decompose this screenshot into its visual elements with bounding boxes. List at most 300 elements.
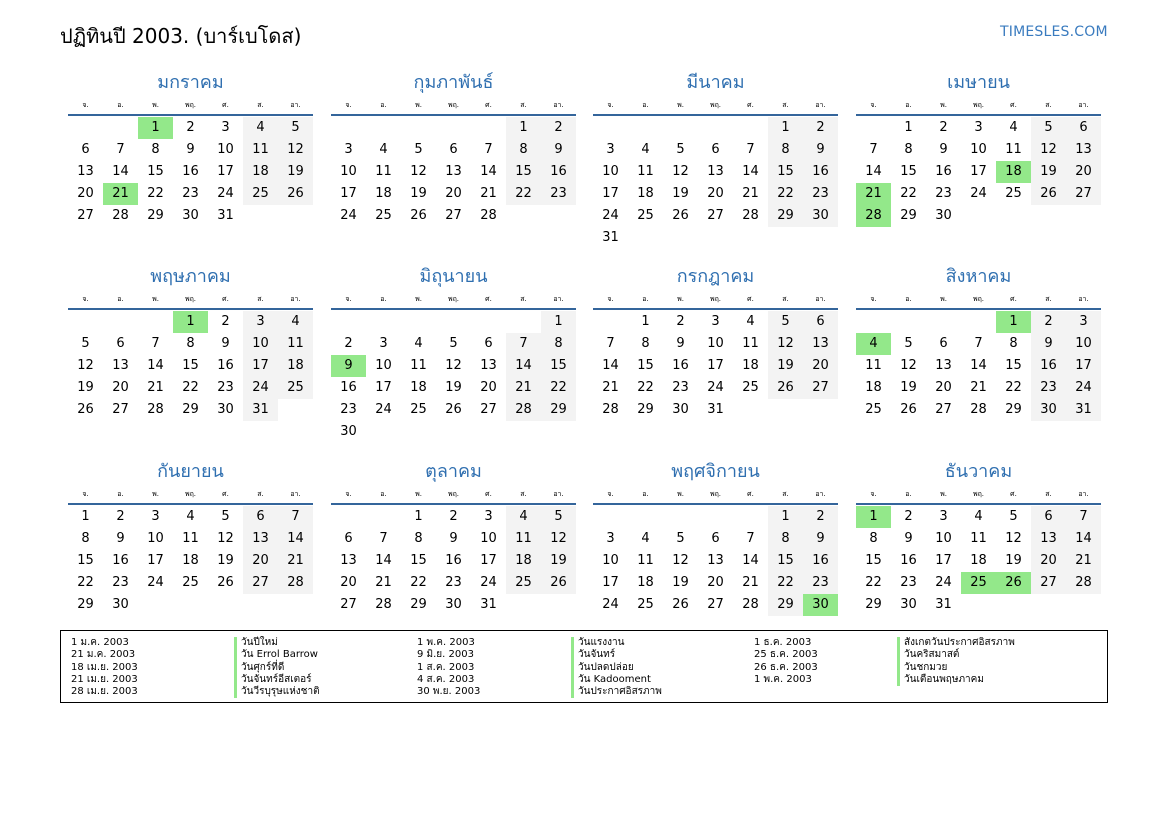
day-cell[interactable]: 30 xyxy=(803,594,838,616)
day-cell[interactable]: 29 xyxy=(410,597,427,612)
day-cell[interactable]: 17 xyxy=(602,575,619,590)
day-cell[interactable]: 26 xyxy=(410,208,427,223)
day-cell[interactable]: 29 xyxy=(865,597,882,612)
day-cell[interactable]: 24 xyxy=(340,208,357,223)
day-cell[interactable]: 6 xyxy=(939,336,948,351)
day-cell[interactable]: 13 xyxy=(243,528,278,550)
day-cell[interactable]: 27 xyxy=(803,377,838,399)
day-cell[interactable]: 5 xyxy=(81,336,90,351)
day-cell[interactable]: 15 xyxy=(410,553,427,568)
day-cell[interactable]: 9 xyxy=(676,336,685,351)
day-cell[interactable]: 17 xyxy=(147,553,164,568)
day-cell[interactable]: 15 xyxy=(865,553,882,568)
day-cell[interactable]: 12 xyxy=(1031,139,1066,161)
day-cell[interactable]: 3 xyxy=(243,311,278,333)
day-cell[interactable]: 3 xyxy=(151,509,160,524)
day-cell[interactable]: 10 xyxy=(1066,333,1101,355)
day-cell[interactable]: 18 xyxy=(996,161,1031,183)
day-cell[interactable]: 22 xyxy=(182,380,199,395)
day-cell[interactable]: 11 xyxy=(970,531,987,546)
day-cell[interactable]: 3 xyxy=(606,531,615,546)
day-cell[interactable]: 18 xyxy=(375,186,392,201)
day-cell[interactable]: 31 xyxy=(1066,399,1101,421)
day-cell[interactable]: 29 xyxy=(182,402,199,417)
day-cell[interactable]: 30 xyxy=(1031,399,1066,421)
day-cell[interactable]: 13 xyxy=(77,164,94,179)
day-cell[interactable]: 2 xyxy=(803,506,838,528)
day-cell[interactable]: 1 xyxy=(138,117,173,139)
day-cell[interactable]: 9 xyxy=(803,528,838,550)
day-cell[interactable]: 3 xyxy=(939,509,948,524)
day-cell[interactable]: 10 xyxy=(970,142,987,157)
day-cell[interactable]: 14 xyxy=(147,358,164,373)
day-cell[interactable]: 20 xyxy=(77,186,94,201)
day-cell[interactable]: 21 xyxy=(856,183,891,205)
day-cell[interactable]: 28 xyxy=(480,208,497,223)
day-cell[interactable]: 23 xyxy=(803,572,838,594)
day-cell[interactable]: 23 xyxy=(935,186,952,201)
day-cell[interactable]: 19 xyxy=(410,186,427,201)
day-cell[interactable]: 18 xyxy=(865,380,882,395)
day-cell[interactable]: 16 xyxy=(217,358,234,373)
day-cell[interactable]: 25 xyxy=(637,597,654,612)
day-cell[interactable]: 23 xyxy=(803,183,838,205)
day-cell[interactable]: 13 xyxy=(112,358,129,373)
day-cell[interactable]: 14 xyxy=(375,553,392,568)
day-cell[interactable]: 23 xyxy=(900,575,917,590)
day-cell[interactable]: 24 xyxy=(480,575,497,590)
day-cell[interactable]: 27 xyxy=(707,208,724,223)
day-cell[interactable]: 10 xyxy=(375,358,392,373)
day-cell[interactable]: 23 xyxy=(112,575,129,590)
day-cell[interactable]: 19 xyxy=(77,380,94,395)
day-cell[interactable]: 31 xyxy=(602,230,619,245)
day-cell[interactable]: 21 xyxy=(278,550,313,572)
day-cell[interactable]: 27 xyxy=(1066,183,1101,205)
day-cell[interactable]: 29 xyxy=(1005,402,1022,417)
day-cell[interactable]: 20 xyxy=(243,550,278,572)
day-cell[interactable]: 25 xyxy=(410,402,427,417)
day-cell[interactable]: 9 xyxy=(186,142,195,157)
day-cell[interactable]: 4 xyxy=(243,117,278,139)
day-cell[interactable]: 16 xyxy=(672,358,689,373)
day-cell[interactable]: 7 xyxy=(974,336,983,351)
day-cell[interactable]: 24 xyxy=(375,402,392,417)
day-cell[interactable]: 20 xyxy=(707,575,724,590)
day-cell[interactable]: 21 xyxy=(103,183,138,205)
day-cell[interactable]: 5 xyxy=(414,142,423,157)
day-cell[interactable]: 8 xyxy=(768,528,803,550)
day-cell[interactable]: 12 xyxy=(77,358,94,373)
day-cell[interactable]: 19 xyxy=(672,575,689,590)
day-cell[interactable]: 24 xyxy=(243,377,278,399)
day-cell[interactable]: 23 xyxy=(541,183,576,205)
day-cell[interactable]: 12 xyxy=(768,333,803,355)
day-cell[interactable]: 26 xyxy=(541,572,576,594)
day-cell[interactable]: 25 xyxy=(243,183,278,205)
day-cell[interactable]: 24 xyxy=(970,186,987,201)
day-cell[interactable]: 16 xyxy=(803,550,838,572)
day-cell[interactable]: 3 xyxy=(484,509,493,524)
day-cell[interactable]: 16 xyxy=(900,553,917,568)
day-cell[interactable]: 22 xyxy=(768,183,803,205)
day-cell[interactable]: 30 xyxy=(900,597,917,612)
day-cell[interactable]: 14 xyxy=(112,164,129,179)
day-cell[interactable]: 9 xyxy=(803,139,838,161)
day-cell[interactable]: 4 xyxy=(641,531,650,546)
day-cell[interactable]: 2 xyxy=(803,117,838,139)
day-cell[interactable]: 10 xyxy=(602,553,619,568)
day-cell[interactable]: 22 xyxy=(77,575,94,590)
day-cell[interactable]: 22 xyxy=(1005,380,1022,395)
day-cell[interactable]: 26 xyxy=(217,575,234,590)
day-cell[interactable]: 30 xyxy=(445,597,462,612)
day-cell[interactable]: 19 xyxy=(1031,161,1066,183)
day-cell[interactable]: 29 xyxy=(77,597,94,612)
day-cell[interactable]: 27 xyxy=(1031,572,1066,594)
brand-link[interactable]: TIMESLES.COM xyxy=(1000,24,1108,40)
day-cell[interactable]: 24 xyxy=(147,575,164,590)
day-cell[interactable]: 28 xyxy=(856,205,891,227)
day-cell[interactable]: 22 xyxy=(900,186,917,201)
day-cell[interactable]: 6 xyxy=(81,142,90,157)
day-cell[interactable]: 18 xyxy=(410,380,427,395)
day-cell[interactable]: 29 xyxy=(768,594,803,616)
day-cell[interactable]: 22 xyxy=(147,186,164,201)
day-cell[interactable]: 12 xyxy=(217,531,234,546)
day-cell[interactable]: 29 xyxy=(637,402,654,417)
day-cell[interactable]: 6 xyxy=(344,531,353,546)
day-cell[interactable]: 16 xyxy=(445,553,462,568)
day-cell[interactable]: 6 xyxy=(711,531,720,546)
day-cell[interactable]: 18 xyxy=(278,355,313,377)
day-cell[interactable]: 11 xyxy=(506,528,541,550)
day-cell[interactable]: 9 xyxy=(541,139,576,161)
day-cell[interactable]: 6 xyxy=(449,142,458,157)
day-cell[interactable]: 8 xyxy=(506,139,541,161)
day-cell[interactable]: 27 xyxy=(112,402,129,417)
day-cell[interactable]: 28 xyxy=(742,208,759,223)
day-cell[interactable]: 4 xyxy=(414,336,423,351)
day-cell[interactable]: 6 xyxy=(1066,117,1101,139)
day-cell[interactable]: 8 xyxy=(1009,336,1018,351)
day-cell[interactable]: 27 xyxy=(340,597,357,612)
day-cell[interactable]: 19 xyxy=(1005,553,1022,568)
day-cell[interactable]: 31 xyxy=(707,402,724,417)
day-cell[interactable]: 17 xyxy=(243,355,278,377)
day-cell[interactable]: 13 xyxy=(707,553,724,568)
day-cell[interactable]: 3 xyxy=(344,142,353,157)
day-cell[interactable]: 18 xyxy=(742,358,759,373)
day-cell[interactable]: 19 xyxy=(768,355,803,377)
day-cell[interactable]: 31 xyxy=(480,597,497,612)
day-cell[interactable]: 7 xyxy=(379,531,388,546)
day-cell[interactable]: 30 xyxy=(182,208,199,223)
day-cell[interactable]: 6 xyxy=(116,336,125,351)
day-cell[interactable]: 13 xyxy=(1066,139,1101,161)
day-cell[interactable]: 23 xyxy=(182,186,199,201)
day-cell[interactable]: 18 xyxy=(182,553,199,568)
day-cell[interactable]: 13 xyxy=(1031,528,1066,550)
day-cell[interactable]: 8 xyxy=(904,142,913,157)
day-cell[interactable]: 10 xyxy=(147,531,164,546)
day-cell[interactable]: 3 xyxy=(711,314,720,329)
day-cell[interactable]: 8 xyxy=(414,531,423,546)
day-cell[interactable]: 20 xyxy=(1031,550,1066,572)
day-cell[interactable]: 2 xyxy=(449,509,458,524)
day-cell[interactable]: 16 xyxy=(935,164,952,179)
day-cell[interactable]: 10 xyxy=(707,336,724,351)
day-cell[interactable]: 15 xyxy=(900,164,917,179)
day-cell[interactable]: 15 xyxy=(77,553,94,568)
day-cell[interactable]: 6 xyxy=(243,506,278,528)
day-cell[interactable]: 7 xyxy=(116,142,125,157)
day-cell[interactable]: 11 xyxy=(742,336,759,351)
day-cell[interactable]: 5 xyxy=(1031,117,1066,139)
day-cell[interactable]: 28 xyxy=(278,572,313,594)
day-cell[interactable]: 17 xyxy=(217,164,234,179)
day-cell[interactable]: 28 xyxy=(112,208,129,223)
day-cell[interactable]: 1 xyxy=(506,117,541,139)
day-cell[interactable]: 5 xyxy=(904,336,913,351)
day-cell[interactable]: 11 xyxy=(375,164,392,179)
day-cell[interactable]: 21 xyxy=(480,186,497,201)
day-cell[interactable]: 11 xyxy=(1005,142,1022,157)
day-cell[interactable]: 3 xyxy=(1066,311,1101,333)
day-cell[interactable]: 7 xyxy=(151,336,160,351)
day-cell[interactable]: 25 xyxy=(961,572,996,594)
day-cell[interactable]: 5 xyxy=(1009,509,1018,524)
day-cell[interactable]: 14 xyxy=(742,553,759,568)
day-cell[interactable]: 29 xyxy=(541,399,576,421)
day-cell[interactable]: 12 xyxy=(410,164,427,179)
day-cell[interactable]: 26 xyxy=(445,402,462,417)
day-cell[interactable]: 5 xyxy=(768,311,803,333)
day-cell[interactable]: 8 xyxy=(641,336,650,351)
day-cell[interactable]: 2 xyxy=(1031,311,1066,333)
day-cell[interactable]: 7 xyxy=(506,333,541,355)
day-cell[interactable]: 17 xyxy=(970,164,987,179)
day-cell[interactable]: 19 xyxy=(445,380,462,395)
day-cell[interactable]: 24 xyxy=(1066,377,1101,399)
day-cell[interactable]: 21 xyxy=(742,186,759,201)
day-cell[interactable]: 8 xyxy=(768,139,803,161)
day-cell[interactable]: 26 xyxy=(900,402,917,417)
day-cell[interactable]: 20 xyxy=(445,186,462,201)
day-cell[interactable]: 4 xyxy=(1009,120,1018,135)
day-cell[interactable]: 23 xyxy=(1031,377,1066,399)
day-cell[interactable]: 2 xyxy=(904,509,913,524)
day-cell[interactable]: 11 xyxy=(637,164,654,179)
day-cell[interactable]: 18 xyxy=(637,186,654,201)
day-cell[interactable]: 1 xyxy=(414,509,423,524)
day-cell[interactable]: 15 xyxy=(147,164,164,179)
day-cell[interactable]: 1 xyxy=(641,314,650,329)
day-cell[interactable]: 17 xyxy=(480,553,497,568)
day-cell[interactable]: 10 xyxy=(217,142,234,157)
day-cell[interactable]: 2 xyxy=(186,120,195,135)
day-cell[interactable]: 14 xyxy=(742,164,759,179)
day-cell[interactable]: 11 xyxy=(865,358,882,373)
day-cell[interactable]: 2 xyxy=(676,314,685,329)
day-cell[interactable]: 26 xyxy=(1031,183,1066,205)
day-cell[interactable]: 20 xyxy=(340,575,357,590)
day-cell[interactable]: 28 xyxy=(1066,572,1101,594)
day-cell[interactable]: 31 xyxy=(935,597,952,612)
day-cell[interactable]: 22 xyxy=(865,575,882,590)
day-cell[interactable]: 17 xyxy=(340,186,357,201)
day-cell[interactable]: 25 xyxy=(637,208,654,223)
day-cell[interactable]: 8 xyxy=(151,142,160,157)
day-cell[interactable]: 16 xyxy=(112,553,129,568)
day-cell[interactable]: 19 xyxy=(278,161,313,183)
day-cell[interactable]: 8 xyxy=(186,336,195,351)
day-cell[interactable]: 14 xyxy=(865,164,882,179)
day-cell[interactable]: 12 xyxy=(672,553,689,568)
day-cell[interactable]: 13 xyxy=(480,358,497,373)
day-cell[interactable]: 12 xyxy=(1005,531,1022,546)
day-cell[interactable]: 1 xyxy=(904,120,913,135)
day-cell[interactable]: 15 xyxy=(506,161,541,183)
day-cell[interactable]: 5 xyxy=(676,142,685,157)
day-cell[interactable]: 25 xyxy=(278,377,313,399)
day-cell[interactable]: 1 xyxy=(173,311,208,333)
day-cell[interactable]: 9 xyxy=(221,336,230,351)
day-cell[interactable]: 30 xyxy=(112,597,129,612)
day-cell[interactable]: 27 xyxy=(707,597,724,612)
day-cell[interactable]: 20 xyxy=(803,355,838,377)
day-cell[interactable]: 1 xyxy=(81,509,90,524)
day-cell[interactable]: 22 xyxy=(410,575,427,590)
day-cell[interactable]: 30 xyxy=(217,402,234,417)
day-cell[interactable]: 10 xyxy=(340,164,357,179)
day-cell[interactable]: 9 xyxy=(939,142,948,157)
day-cell[interactable]: 23 xyxy=(672,380,689,395)
day-cell[interactable]: 18 xyxy=(506,550,541,572)
day-cell[interactable]: 5 xyxy=(221,509,230,524)
day-cell[interactable]: 10 xyxy=(243,333,278,355)
day-cell[interactable]: 6 xyxy=(711,142,720,157)
day-cell[interactable]: 17 xyxy=(375,380,392,395)
day-cell[interactable]: 19 xyxy=(672,186,689,201)
day-cell[interactable]: 16 xyxy=(1031,355,1066,377)
day-cell[interactable]: 2 xyxy=(116,509,125,524)
day-cell[interactable]: 15 xyxy=(768,161,803,183)
day-cell[interactable]: 20 xyxy=(1066,161,1101,183)
day-cell[interactable]: 4 xyxy=(186,509,195,524)
day-cell[interactable]: 22 xyxy=(637,380,654,395)
day-cell[interactable]: 12 xyxy=(672,164,689,179)
day-cell[interactable]: 4 xyxy=(278,311,313,333)
day-cell[interactable]: 11 xyxy=(637,553,654,568)
day-cell[interactable]: 4 xyxy=(641,142,650,157)
day-cell[interactable]: 28 xyxy=(970,402,987,417)
day-cell[interactable]: 13 xyxy=(707,164,724,179)
day-cell[interactable]: 12 xyxy=(278,139,313,161)
day-cell[interactable]: 1 xyxy=(996,311,1031,333)
day-cell[interactable]: 18 xyxy=(243,161,278,183)
day-cell[interactable]: 7 xyxy=(1066,506,1101,528)
day-cell[interactable]: 26 xyxy=(672,208,689,223)
day-cell[interactable]: 30 xyxy=(672,402,689,417)
day-cell[interactable]: 10 xyxy=(602,164,619,179)
day-cell[interactable]: 3 xyxy=(606,142,615,157)
day-cell[interactable]: 10 xyxy=(480,531,497,546)
day-cell[interactable]: 3 xyxy=(379,336,388,351)
day-cell[interactable]: 20 xyxy=(707,186,724,201)
day-cell[interactable]: 2 xyxy=(541,117,576,139)
day-cell[interactable]: 24 xyxy=(602,597,619,612)
day-cell[interactable]: 7 xyxy=(278,506,313,528)
day-cell[interactable]: 23 xyxy=(445,575,462,590)
day-cell[interactable]: 25 xyxy=(506,572,541,594)
day-cell[interactable]: 10 xyxy=(935,531,952,546)
day-cell[interactable]: 28 xyxy=(375,597,392,612)
day-cell[interactable]: 27 xyxy=(77,208,94,223)
day-cell[interactable]: 14 xyxy=(602,358,619,373)
day-cell[interactable]: 2 xyxy=(939,120,948,135)
day-cell[interactable]: 14 xyxy=(480,164,497,179)
day-cell[interactable]: 3 xyxy=(974,120,983,135)
day-cell[interactable]: 1 xyxy=(541,311,576,333)
day-cell[interactable]: 24 xyxy=(217,186,234,201)
day-cell[interactable]: 7 xyxy=(606,336,615,351)
day-cell[interactable]: 7 xyxy=(484,142,493,157)
day-cell[interactable]: 15 xyxy=(182,358,199,373)
day-cell[interactable]: 20 xyxy=(935,380,952,395)
day-cell[interactable]: 1 xyxy=(768,506,803,528)
day-cell[interactable]: 12 xyxy=(445,358,462,373)
day-cell[interactable]: 19 xyxy=(217,553,234,568)
day-cell[interactable]: 23 xyxy=(217,380,234,395)
day-cell[interactable]: 30 xyxy=(803,205,838,227)
day-cell[interactable]: 27 xyxy=(480,402,497,417)
day-cell[interactable]: 5 xyxy=(449,336,458,351)
day-cell[interactable]: 27 xyxy=(445,208,462,223)
day-cell[interactable]: 29 xyxy=(768,205,803,227)
day-cell[interactable]: 8 xyxy=(81,531,90,546)
day-cell[interactable]: 11 xyxy=(410,358,427,373)
day-cell[interactable]: 9 xyxy=(904,531,913,546)
day-cell[interactable]: 25 xyxy=(375,208,392,223)
day-cell[interactable]: 11 xyxy=(182,531,199,546)
day-cell[interactable]: 17 xyxy=(1066,355,1101,377)
day-cell[interactable]: 21 xyxy=(506,377,541,399)
day-cell[interactable]: 13 xyxy=(340,553,357,568)
day-cell[interactable]: 28 xyxy=(506,399,541,421)
day-cell[interactable]: 25 xyxy=(865,402,882,417)
day-cell[interactable]: 14 xyxy=(506,355,541,377)
day-cell[interactable]: 3 xyxy=(221,120,230,135)
day-cell[interactable]: 30 xyxy=(935,208,952,223)
day-cell[interactable]: 24 xyxy=(707,380,724,395)
day-cell[interactable]: 17 xyxy=(707,358,724,373)
day-cell[interactable]: 14 xyxy=(1066,528,1101,550)
day-cell[interactable]: 22 xyxy=(541,377,576,399)
day-cell[interactable]: 26 xyxy=(768,377,803,399)
day-cell[interactable]: 5 xyxy=(541,506,576,528)
day-cell[interactable]: 29 xyxy=(147,208,164,223)
day-cell[interactable]: 25 xyxy=(182,575,199,590)
day-cell[interactable]: 8 xyxy=(869,531,878,546)
day-cell[interactable]: 1 xyxy=(768,117,803,139)
day-cell[interactable]: 7 xyxy=(869,142,878,157)
day-cell[interactable]: 12 xyxy=(900,358,917,373)
day-cell[interactable]: 26 xyxy=(996,572,1031,594)
day-cell[interactable]: 26 xyxy=(77,402,94,417)
day-cell[interactable]: 9 xyxy=(449,531,458,546)
day-cell[interactable]: 17 xyxy=(935,553,952,568)
